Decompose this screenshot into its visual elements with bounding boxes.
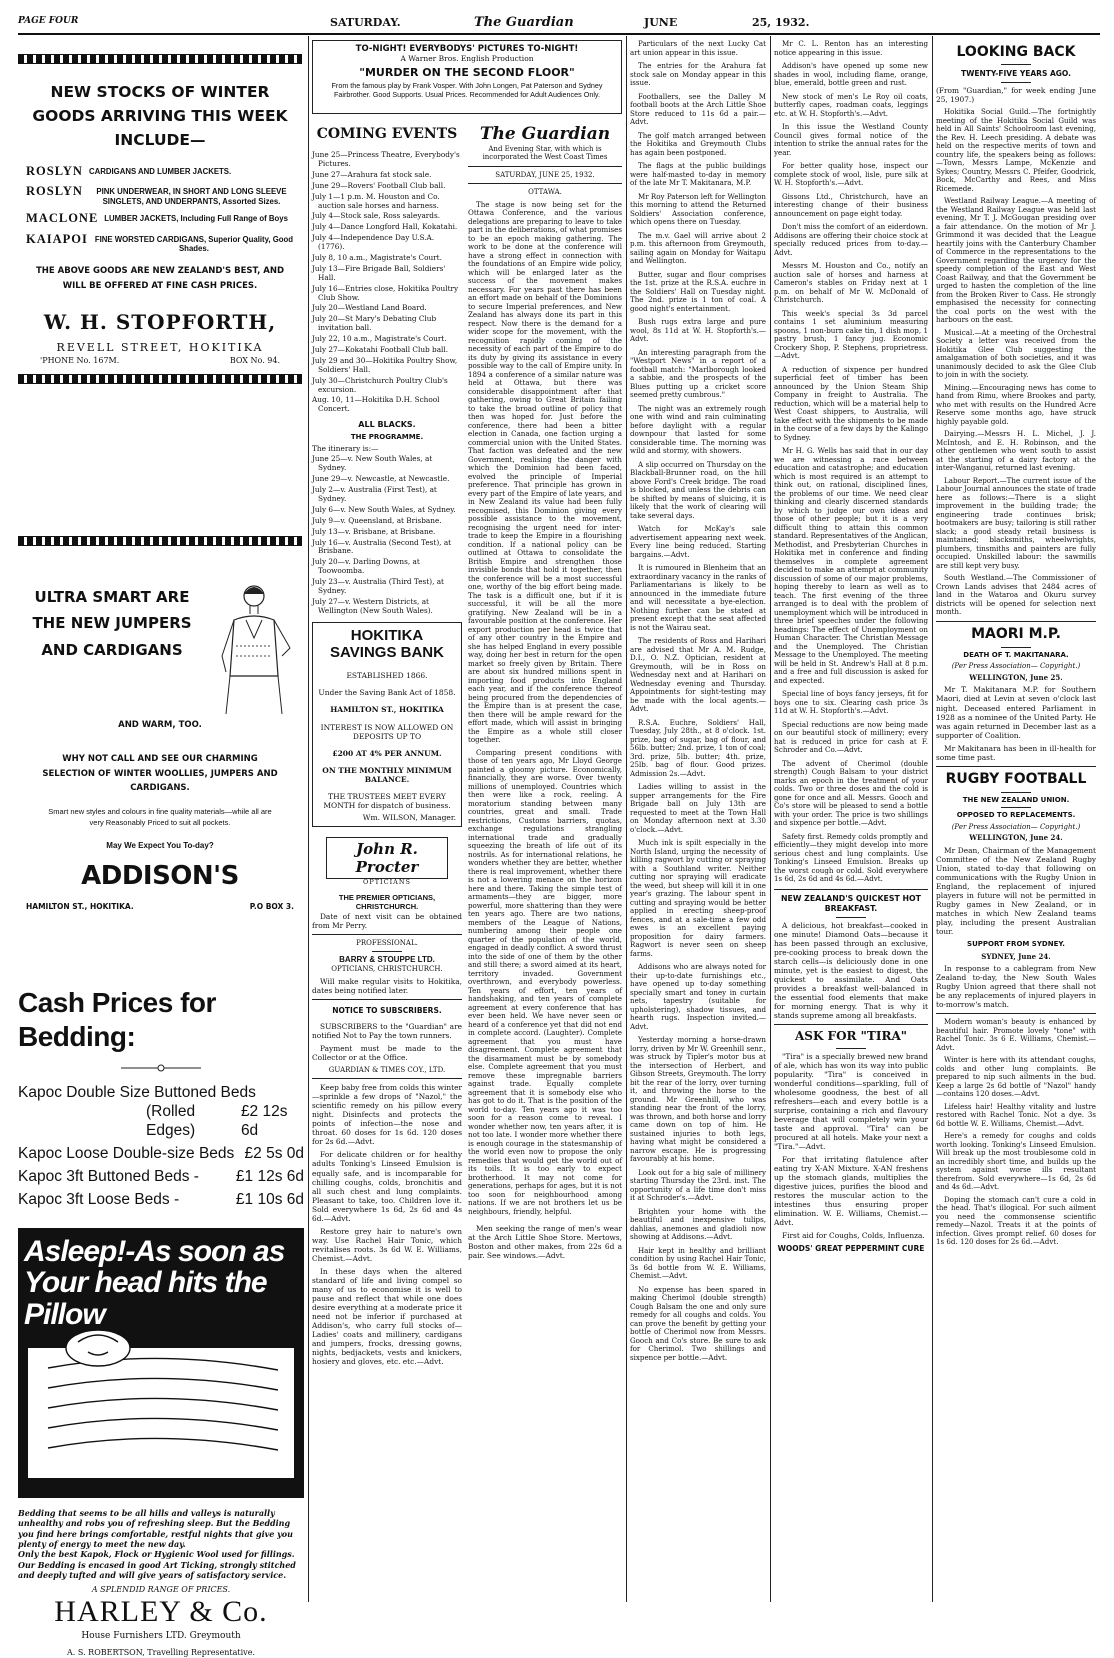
- news-paragraph: The night was an extremely rough one with wind and rain culminating before daylight with a regular downpour that lasted for some considerable time. The morning was wild and stormy, with showers.: [630, 403, 766, 455]
- news-paragraph: Mr H. G. Wells has said that in our day we are witnessing a race between education and catastrophe; and education which is most required is an attempt to think out, on rational, disciplined lines, the problems of our time. We need clear thinking and clearly discerned standards by which to judge our own ideas and those of other people; but it is a very difficult thing to attain this common standard. Representatives of the Anglican, Methodist, and Presbyterian Churches in Hokitika met in conference and finding themselves in complete agreement decided to make an attempt at community discussion of some of our major problems, hoping thereby to learn as well as to teach. The first evening of the three arranged is to deal with the problem of unemployment which will be introduced in three brief speeches under the following headings: The effect of Unemployment on Human Character. The Christian Message and the Unemployed. The Christian Message to the Unemployed. The meeting will be held in St. Andrew's Hall at 8 p.m. and a free and full discussion is asked for and expected.: [774, 446, 928, 685]
- dash: [1001, 792, 1031, 793]
- harley-body: [18, 1508, 304, 1581]
- addisons-box: P.O BOX 3.: [249, 902, 294, 912]
- editorial-section: OTTAWA.: [528, 188, 562, 197]
- history-paragraph: Mining.—Encouraging news has come to hand from Rimu, where Brookes and party, who met with results on the Hundred Acre Reserve some months ago, have struck highly payable gold.: [936, 382, 1096, 426]
- rugby-body-2: In response to a cablegram from New Zealand to-day, the New South Wales Rugby Union agreed that there shall not be any replacements of injured players in to-morrow's match.: [936, 964, 1096, 1010]
- stopforth-advert: [18, 54, 302, 454]
- bank-rate: £200 AT 4% PER ANNUM.: [332, 748, 442, 758]
- advert-paragraph: Restore grey hair to nature's own way. Use Rachel Hair Tonic, which revitalises roots. 3s 6d W. E. Williams, Chemist.—Advt.: [312, 1226, 462, 1263]
- advert-paragraph: For delicate children or for healthy adults Tonking's Linseed Emulsion is equally safe, and is incomparable for chilling coughs, colds, bronchitis and all such chest and lung complaints. Pleasant to take, too. Children love it. Sold everywhere 1s 6d, 2s 6d and 4s 6d.—Advt.: [312, 1150, 462, 1223]
- news-paragraph: An interesting paragraph from the "Westport News" in a report of a football match: "Marlborough looked a sabbie, and the prospects of the Blues putting up a cricket score seemed pretty cumbrous.": [630, 347, 766, 399]
- news-paragraph: Addison's have opened up some new shades in wool, including flame, orange, blue, emerald, bottle green and rust.: [774, 61, 928, 87]
- harley-firm: HARLEY & Co.: [54, 1595, 268, 1629]
- barry-firm: BARRY & STOUPPE LTD.: [339, 955, 435, 965]
- barry-advert: [312, 939, 462, 996]
- itinerary-list: [312, 445, 462, 616]
- breakfast-title: NEW ZEALAND'S QUICKEST HOT BREAKFAST.: [781, 893, 921, 913]
- maori-body: [936, 685, 1096, 761]
- history-paragraph: Hokitika Social Guild.—The fortnightly meeting of the Hokitika Social Guild was held in All Saints' Schoolroom last evening, the Rev. H. Leech presiding. A debate was held on the respective merits of town and country life, the speakers being as follows:—Town, Messrs Lampe, McKenzie and Sykes; Country, Messrs C. Pfeifer, Goodrick, Bock, McCarthy and Rees, and Miss Ricemede.: [936, 107, 1096, 193]
- bank-trustees: THE TRUSTEES MEET EVERY MONTH for dispatch of business.: [323, 792, 451, 811]
- event-item: June 29—Rovers' Football Club ball.: [312, 180, 446, 190]
- news-paragraph: A reduction of sixpence per hundred superficial feet of timber has been announced by the Union Steam Ship Company in freight to Australia. The reduction, which will be a material help to West Coast shippers, to Australia, will take effect with the shipments to be made in the course of a few days by the Kalingo to Sydney.: [774, 364, 928, 442]
- price-row-note: [18, 1103, 304, 1141]
- advert-paragraph: Doping the stomach can't cure a cold in the head. That's illogical. For such ailment you need the commonsense scientific remedy—Nazol. Treats it at the points of infection. Gives prompt relief. 60 doses for 1s 6d. 120 doses for 2s 6d.—Advt.: [936, 1194, 1096, 1247]
- dash: [1001, 82, 1031, 83]
- fashion-illustration: [206, 576, 302, 716]
- advert-paragraph: Modern woman's beauty is enhanced by beautiful hair. Promote lovely "tone" with Rachel Tonic. 3s 6 E. Williams, Chemist.—Advt.: [936, 1017, 1096, 1052]
- news-paragraph: The residents of Ross and Harihari are advised that Mr A. M. Rudge, D.I., O. N.Z. Optician, resident at Greymouth, will be in Ross on Wednesday next and at Harihari on Wednesday evening and Thursday. Appointments for sight-testing may be made with the local agents.—Advt.: [630, 636, 766, 713]
- history-paragraph: South Westland.—The Commissioner of Crown Lands advises that 2484 acres of land in the Wataroa and Okuru survey districts will be opened for selection next month.: [936, 573, 1096, 617]
- column-rule: [308, 36, 309, 1602]
- stopforth-item-brand: ROSLYN: [26, 164, 83, 179]
- dotted-border: [18, 536, 302, 546]
- dash: [1001, 64, 1031, 65]
- price-value: £2 12s 6d: [240, 1103, 288, 1140]
- addisons-sub: AND WARM, TOO.: [118, 720, 202, 730]
- news-paragraph: Look out for a big sale of millinery starting Thursday the 23rd. inst. The opportunity of a life time don't miss it at Schroder's.—Advt.: [630, 1167, 766, 1202]
- pillow-illustration: [18, 1228, 304, 1498]
- news-paragraph: Mr Roy Paterson left for Wellington this morning to attend the Returned Soldiers' Association conference, which opens there on Tuesday.: [630, 191, 766, 226]
- column-2-adverts: [312, 1083, 462, 1366]
- stopforth-item-brand: MACLONE: [26, 211, 99, 226]
- masthead-rule: [18, 33, 1100, 35]
- divider: [312, 999, 462, 1000]
- tira-title: ASK FOR "TIRA": [794, 1029, 908, 1044]
- price-row: [18, 1168, 304, 1187]
- maori-dateline: WELLINGTON, June 25.: [969, 672, 1063, 682]
- news-paragraph: The entries for the Arahura fat stock sale on Monday appear in this issue.: [630, 61, 766, 87]
- maori-source: (Per Press Association— Copyright.): [951, 662, 1081, 671]
- guardian-sub: And Evening Star, with which is incorporated the West Coast Times: [482, 144, 608, 162]
- price-item: Kapoc Loose Double-size Beds: [18, 1145, 235, 1163]
- column-rule: [770, 36, 771, 1602]
- news-paragraph: Watch for McKay's sale advertisement appearing next week. Every line being reduced. Starting bargains.—Advt.: [630, 524, 766, 559]
- tira-body-3: First aid for Coughs, Colds, Influenza.: [782, 1231, 925, 1241]
- column-2: [312, 120, 462, 1600]
- masthead-month: JUNE: [644, 16, 678, 29]
- news-paragraph: This week's special 3s 3d parcel contains 1 set aluminium measuring spoons, 1 non-burn cake tin, 1 dish mop, 1 pastry brush, 1 fancy jug. Economic Crockery Shop, P. Stephens, proprietress.—Advt.: [774, 308, 928, 360]
- harley-headline: Cash Prices for Bedding:: [18, 987, 216, 1053]
- news-paragraph: Footballers, see the Dalley M football boots at the Arch Little Shoe Store reduced to 11s 6d a pair.—Advt.: [630, 91, 766, 126]
- event-item: July 22, 10 a.m., Magistrate's Court.: [312, 334, 447, 344]
- price-note: (Rolled Edges): [146, 1103, 196, 1140]
- dash: [1001, 647, 1031, 648]
- page-number: PAGE FOUR: [18, 16, 79, 26]
- guardian-title: The Guardian: [479, 124, 611, 144]
- masthead: [18, 16, 1100, 30]
- itinerary-item: July 13—v. Brisbane, at Brisbane.: [312, 526, 436, 536]
- dotted-border: [18, 54, 302, 64]
- looking-back-title: LOOKING BACK: [956, 44, 1076, 60]
- masthead-day: SATURDAY.: [330, 16, 401, 29]
- event-item: July 27—Kokatahi Football Club ball.: [312, 345, 449, 354]
- news-paragraph: The advent of Cherimol (double strength) Cough Balsam to your district marks an epoch in the treatment of your colds. Two or three doses and the cold is gone for once and all. Messrs. Gooch and Co's store will be pleased to send a bottle with your order. The price is two shillings and sixpence per bottle.—Advt.: [774, 758, 928, 827]
- itinerary-item: July 6—v. New South Wales, at Sydney.: [312, 504, 456, 514]
- notice-title: NOTICE TO SUBSCRIBERS.: [332, 1006, 442, 1016]
- stopforth-item: [26, 211, 294, 226]
- history-paragraph: Labour Report.—The current issue of the Labour Journal announces the state of trade here as follows:—There is a slight improvement in the building trade; the engineering trade continues brisk; bootmakers are busy; tailoring is still rather slack; a good steady retail business is maintained; blacksmiths, wheelwrights, plumbers, tinsmiths and painters are fully occupied. Unskilled labour: the sawmills are still kept very busy.: [936, 475, 1096, 570]
- news-paragraph: Special reductions are now being made on our beautiful stock of millinery; every hat is reduced in price for cash at F. Schroder and Co.—Advt.: [774, 719, 928, 754]
- event-item: July 4—Dance Longford Hall, Kokatahi.: [312, 222, 458, 232]
- divider: [774, 889, 928, 890]
- itinerary-item: The itinerary is:—: [312, 443, 379, 453]
- price-row: [18, 1084, 304, 1103]
- maori-paragraph: Mr Makitanara has been in ill-health for some time past.: [936, 743, 1096, 762]
- procter-body: Date of next visit can be obtained from Mr Perry.: [312, 911, 462, 930]
- history-paragraph: Musical.—At a meeting of the Orchestral Society a letter was received from the Hokitika Glee Club suggesting the amalgamation of both societies, and it was unanimously decided to ask the Glee Club to join in with the society.: [936, 327, 1096, 380]
- procter-title: THE PREMIER OPTICIANS, CHRISTCHURCH.: [338, 893, 436, 912]
- itinerary-item: July 20—v. Darling Downs, at Toowoomba.: [312, 557, 420, 576]
- addisons-advert: [18, 536, 302, 966]
- stopforth-phone: 'PHONE No. 167M.: [40, 355, 120, 365]
- price-value: £1 12s 6d: [235, 1168, 304, 1186]
- pictures-body: From the famous play by Frank Vosper. With John Longen, Pat Paterson and Sydney Fairbrother. Good Supports. Usual Prices. Recommended for Adult Audiences Only.: [331, 80, 603, 99]
- news-paragraph: Yesterday morning a horse-drawn lorry, driven by Mr W. Greenhill senr., was struck by Tipler's motor bus at the intersection of Herbert, and Gibson Streets, Greymouth. The lorry bit the rear of the lorry, over turning it, and throwing the horse to the ground. Mr Greenhill, who was standing near the front of the lorry, was thrown, and both horse and lorry came down on top of him. He sustained injuries to both legs, having what might be considered a narrow escape. He is progressing favourably at his home.: [630, 1035, 766, 1163]
- news-paragraph: Safety first. Remedy colds promptly and efficiently—they might develop into more serious chest and lung complaints. Use Tonking's Linseed Emulsion. Breaks up the worst cough or cold. Sold everywhere 1s 6d, 2s 6d and 4s 6d.—Advt.: [774, 831, 928, 883]
- addisons-body: WHY NOT CALL AND SEE OUR CHARMING SELECTION OF WINTER WOOLLIES, JUMPERS AND CARDIGANS.: [42, 754, 278, 794]
- news-paragraph: Don't miss the comfort of an eiderdown. Addisons are offering their choice stock at specially reduced prices from to-day.—Advt.: [774, 222, 928, 257]
- procter-logo-sub: OPTICIANS: [363, 878, 411, 887]
- itinerary-item: July 27—v. Western Districts, at Wellington (New South Wales).: [312, 596, 433, 615]
- event-item: July 1—1 p.m. M. Houston and Co. auction sale horses and harness.: [312, 191, 440, 210]
- stopforth-item-brand: KAIAPOI: [26, 231, 88, 246]
- bank-est: ESTABLISHED 1866.: [346, 671, 428, 681]
- history-paragraph: Dairying.—Messrs H. L. Michel, J. J. McIntosh, and E. H. Robinson, and the other gentlemen who went south to assist at the starting of a dairy factory at the inter-Wanganui, returned last evening.: [936, 429, 1096, 473]
- divider: [312, 934, 462, 935]
- pictures-line2: A Warner Bros. English Production: [400, 54, 534, 64]
- news-paragraph: In this issue the Westland County Council gives formal notice of the intention to strike the annual rates for the year.: [774, 122, 928, 157]
- news-paragraph: For better quality hose, inspect our complete stock of wool, lisle, pure silk at W. H. Stopforth's.—Advt.: [774, 161, 928, 187]
- procter-advert: [312, 837, 462, 930]
- event-item: July 20—St Mary's Debating Club invitation ball.: [312, 314, 437, 333]
- event-item: June 27—Arahura fat stock sale.: [312, 169, 432, 179]
- maori-sub: DEATH OF T. MAKITANARA.: [963, 650, 1069, 659]
- news-paragraph: Much ink is spilt especially in the North Island, urging the necessity of killing ragwort by cutting or spraying with a Southland writer. Neither cutting nor spraying will eradicate the weed, but sheep will kill it in one year's grazing. The labour spent in cutting and spraying would be better applied in erecting sheep-proof fences, and at a sale-time a few odd ewes is an excellent paying proposition for dairy farmers. Ragwort is never seen on sheep farms.: [630, 838, 766, 958]
- coming-events-title: COMING EVENTS: [316, 126, 458, 142]
- event-item: July 8, 10 a.m., Magistrate's Court.: [312, 252, 442, 262]
- pictures-advert: [312, 40, 622, 114]
- tira-body-1: "Tira" is a specially brewed new brand of ale, which has won its way into public popularity. "Tira" is conceived in wonderful conditions—sparkling, full of wholesome goodness, the best of all refreshers—each and every bottle is a surprise, containing a rich and flavoury beverage that will completely win your taste and approval. "Tira" can be procured at all hotels. Make your next a "Tira."—Advt.: [774, 1051, 928, 1152]
- maori-paragraph: Mr T. Makitanara M.P. for Southern Maori, died at Levin at seven o'clock last night. Deceased entered Parliament in 1928 as a nominee of the United Party. He was again returned in December last as a supporter of Coalition.: [936, 685, 1096, 740]
- notice-advert: [312, 1006, 462, 1074]
- event-item: July 13—Fire Brigade Ball, Soldiers' Hall.: [312, 263, 446, 282]
- looking-back-body: [936, 108, 1096, 617]
- divider: [936, 621, 1096, 622]
- stopforth-firm: W. H. STOPFORTH,: [43, 310, 277, 335]
- all-blacks-title: ALL BLACKS.: [358, 420, 416, 430]
- news-paragraph: Mr C. L. Renton has an interesting notice appearing in this issue.: [774, 39, 928, 57]
- column-6-adverts: [936, 1018, 1096, 1247]
- tira-footer: WOODS' GREAT PEPPERMINT CURE: [777, 1244, 925, 1254]
- harley-rep: A. S. ROBERTSON, Travelling Representative.: [67, 1647, 255, 1657]
- price-row: [18, 1145, 304, 1164]
- advert-paragraph: In these days when the altered standard of life and living compel so many of us to economise it is well to pause and reflect that while one does desire everything at a moderate price it need not be inferior if purchased at Addison's, who carry full stocks of—Ladies' coats and millinery, cardigans and jumpers, frocks, dressing gowns, nights, bedjackets, vests and knickers, hosiery and gloves, etc. etc.—Advt.: [312, 1266, 462, 1367]
- news-paragraph: R.S.A. Euchre, Soldiers' Hall, Tuesday, July 28th., at 8 o'clock. 1st. prize, bag of sugar, bag of flour, and 56lb. butter; 2nd. prize, 1 ton of coal; 3rd. prize, 5lb. butter; 4th. prize, 25lb. bag of flour. Good prizes. Admission 2s.—Advt.: [630, 717, 766, 778]
- stopforth-item-text: PINK UNDERWEAR, IN SHORT AND LONG SLEEVE SINGLETS, AND UNDERPANTS, Assorted Sizes.: [96, 187, 287, 206]
- column-5: [774, 40, 928, 1600]
- itinerary-item: July 2—v. Australia (First Test), at Sydney.: [312, 485, 437, 503]
- masthead-date: 25, 1932.: [752, 16, 810, 29]
- column-4: [630, 40, 766, 1600]
- looking-back-sub: TWENTY-FIVE YEARS AGO.: [961, 69, 1071, 79]
- harley-firm-sub: House Furnishers LTD. Greymouth: [81, 1630, 241, 1641]
- all-blacks-sub: THE PROGRAMME.: [350, 432, 424, 441]
- news-paragraph: Special line of boys fancy jerseys, fit for boys one to six. Clearing cash price 3s 11d at W. H. Stopforth's.—Advt.: [774, 689, 928, 715]
- news-paragraph: Hair kept in healthy and brilliant condition by using Rachel Hair Tonic, 3s 6d bottle from W. E. Williams, Chemist.—Advt.: [630, 1245, 766, 1280]
- itinerary-item: July 16—v. Australia (Second Test), at Brisbane.: [312, 537, 452, 556]
- advert-paragraph: Lifeless hair! Healthy vitality and lustre restored with Rachel Tonic. Not a dye. 3s 6d bottle W. E. Williams, Chemist.—Advt.: [936, 1101, 1096, 1128]
- addisons-small: Smart new styles and colours in fine quality materials—while all are very Reasonably Priced to suit all pockets.: [48, 806, 272, 828]
- savings-bank-advert: [312, 622, 462, 827]
- addisons-headline: ULTRA SMART ARE THE NEW JUMPERS AND CARDIGANS: [32, 588, 192, 659]
- divider: [936, 1013, 1096, 1014]
- barry-body: Will make regular visits to Hokitika, dates being notified later.: [312, 977, 462, 996]
- bank-act: Under the Saving Bank Act of 1858.: [318, 688, 456, 698]
- news-paragraph: Butter, sugar and flour comprises the 1st. prize at the R.S.A. euchre in the Soldiers' Hall on Tuesday night. The 2nd. prize is 1 ton of coal. A good night's entertainment.: [630, 269, 766, 313]
- stopforth-tagline: THE ABOVE GOODS ARE NEW ZEALAND'S BEST, AND WILL BE OFFERED AT FINE CASH PRICES.: [35, 265, 285, 291]
- rugby-body: Mr Dean, Chairman of the Management Committee of the New Zealand Rugby Union, stated to-day that following on communications with the Rugby Union in England, the replacement of injured players in future will not be permitted in Rugby games in New Zealand, or in matches in which New Zealand teams play, including the present Australian tour.: [936, 845, 1096, 937]
- looking-back-source: (From "Guardian," for week ending June 25, 1907.): [936, 86, 1096, 105]
- advert-paragraph: Here's a remedy for coughs and colds worth looking. Tonking's Linseed Emulsion. Will break up the most troublesome cold in an incredibly short time, and builds up the system against worse ills resultant therefrom. Sold everywhere—1s 6d, 2s 6d and 4s 6d.—Advt.: [936, 1131, 1096, 1192]
- harley-body-2: Only the best Kapok, Flock or Hygienic Wool used for fillings.: [18, 1549, 295, 1560]
- harley-slogan: Asleep!-As soon as Your head hits the Pillow: [24, 1234, 285, 1331]
- news-paragraph: Brighten your home with the beautiful and inexpensive tulips, dahlias, anemones and gladioli now showing at Addisons.—Advt.: [630, 1206, 766, 1241]
- rugby-source: (Per Press Association— Copyright.): [951, 822, 1081, 831]
- notice-signature: GUARDIAN & TIMES COY., LTD.: [328, 1065, 446, 1074]
- barry-sub: OPTICIANS, CHRISTCHURCH.: [331, 964, 443, 973]
- stopforth-box: BOX No. 94.: [229, 355, 280, 365]
- addisons-expect: May We Expect You To-day?: [106, 840, 214, 850]
- editorial-body: [468, 201, 622, 1217]
- bank-address: HAMILTON ST., HOKITIKA: [330, 705, 444, 715]
- addisons-firm: ADDISON'S: [81, 860, 239, 891]
- price-item: Kapoc 3ft Loose Beds -: [18, 1190, 180, 1208]
- dotted-border: [18, 374, 302, 384]
- sleeping-figure-icon: [18, 1308, 304, 1498]
- divider: [312, 1078, 462, 1079]
- rugby-dateline-2: SYDNEY, June 24.: [981, 951, 1051, 961]
- news-paragraph: No expense has been spared in making Cherimol (double strength) Cough Balsam the one and only sure remedy for all coughs and colds. You can prove the benefit by getting your bottle of Cherimol now from Messrs. Gooch and Co's store. Be sure to ask for Cherimol. Two shillings and sixpence per bottle.—Advt.: [630, 1284, 766, 1362]
- dash: [372, 951, 402, 952]
- divider-ornament-icon: [121, 1064, 201, 1072]
- divider: [774, 1024, 928, 1025]
- dash: [836, 917, 866, 918]
- stopforth-item: [26, 184, 294, 206]
- woman-in-jumper-illustration: [206, 576, 302, 716]
- news-paragraph: Gissons Ltd., Christchurch, have an interesting change of their business announcement on page eight today.: [774, 191, 928, 218]
- price-item: Kapoc 3ft Buttoned Beds -: [18, 1168, 199, 1186]
- price-list: [18, 1084, 304, 1209]
- divider: [468, 166, 622, 167]
- procter-logo: John R. Procter: [326, 837, 448, 880]
- pictures-title: "MURDER ON THE SECOND FLOOR": [359, 65, 575, 79]
- rugby-sub-2: OPPOSED TO REPLACEMENTS.: [956, 811, 1076, 820]
- stopforth-item: [26, 164, 294, 179]
- itinerary-item: July 23—v. Australia (Third Test), at Sydney.: [312, 577, 444, 595]
- news-paragraph: Particulars of the next Lucky Cat art union appear in this issue.: [630, 39, 766, 57]
- news-paragraph: A slip occurred on Thursday on the Blackball-Brunner road, on the hill above Ford's Creek bridge. The road is blocked, and unless the debris can be shifted by means of sluicing, it is likely that the work of clearing will take several days.: [630, 459, 766, 520]
- masthead-paper-title: The Guardian: [474, 15, 574, 30]
- stopforth-item-brand: ROSLYN: [26, 184, 83, 199]
- divider-ornament: [18, 1064, 304, 1074]
- column-rule: [932, 36, 933, 1602]
- news-paragraph: Messrs M. Houston and Co., notify an auction sale of horses and harness at Cameron's stables on Friday next at 1 p.m. on behalf of Mr W. McDonald of Christchurch.: [774, 261, 928, 304]
- bank-title: HOKITIKA SAVINGS BANK: [330, 626, 444, 661]
- advert-paragraph: Winter is here with its attendant coughs, colds and other lung complaints. Be prepared to nip such ailments in the bud. Keep a large 2s 6d bottle of "Nazol" handy—contains 120 doses.—Advt.: [936, 1055, 1096, 1099]
- editorial-paragraph: Comparing present conditions with those of ten years ago, Mr Lloyd George painted a gloomy picture. Economically, financially, they are worse. Over twenty millions of unemployed. Countries which then were like a rock, reeling. A moratorium standing between many countries, great and small. Trade restrictions, Customs barriers, quotas, exchange regulations strangling international trade and gradually squeezing the breath of life out of its nostrils. As for international relations, he wonders whether they are better, whether there is real improvement, whether there is not a lowering menace on the horizon here and there. Taking the simple test of armaments—they are bigger, more powerful, more shattering than they were ten years ago. There are two nations, members of the League of Nations, numbering among their people one quarter of the population of the world, engaged in deadly conflict. A sword thrust into the side of one of them by the other and still there; a sword aimed at its heart, territory invaded. Government overthrown, and everybody powerless. Ten years of effort, ten years of handshaking, and ten years of complete agreement at every conference that has ever been held. We have never seen or heard of a conference yet that did not end in complete accord. (Laughter). Complete agreement that you must have disagreement. Complete agreement that the disarmament must be by somebody else. Complete agreement that you must remove these impregnable barriers against trade. Equally complete agreement that it is somebody else who has got to do it. That is the position of the world to-day. Ten years ago it was too soon for a reason come to reveal. I wonder whether now, ten years after, it is not too late. I wonder more whether there is enough courage in the statesmanship of the world even now to propose the only remedies that would get the world out of its toils. It is too early to expect brotherhood. It may not come for generations, perhaps for ages, but it is not too soon for neighbourhood among nations. If we are not brothers let us be neighbours, friendly, helpful.: [468, 747, 622, 1216]
- stopforth-headline: NEW STOCKS OF WINTER GOODS ARRIVING THIS WEEK INCLUDE—: [32, 83, 288, 150]
- news-paragraph: It is rumoured in Blenheim that an extraordinary vacancy in the ranks of Parliamentarians is likely to be announced in the immediate future and will necessitate a bye-election. Nothing further can be stated at present except that the seat affected is not the Wairau seat.: [630, 563, 766, 632]
- event-item: July 4—Independence Day U.S.A. (1776).: [312, 233, 435, 252]
- barry-label: PROFESSIONAL.: [356, 938, 418, 947]
- dash: [1001, 807, 1031, 808]
- harley-range: A SPLENDID RANGE OF PRICES.: [91, 1584, 231, 1594]
- bank-interest: INTEREST IS NOW ALLOWED ON DEPOSITS UP TO: [320, 722, 454, 741]
- news-paragraph: Addisons who are always noted for their up-to-date furnishings etc., have opened up to-day something specially smart and toney in curtain nets, tapestry (suitable for upholstering), shadow tissues, and hearth rugs. Inspection invited.—Advt.: [630, 962, 766, 1031]
- bank-monthly: ON THE MONTHLY MINIMUM BALANCE.: [322, 766, 452, 785]
- event-item: July 20—Westland Land Board.: [312, 303, 427, 313]
- stopforth-address: REVELL STREET, HOKITIKA: [56, 340, 264, 354]
- itinerary-item: July 9—v. Queensland, at Brisbane.: [312, 515, 442, 525]
- addisons-top: [18, 576, 302, 716]
- divider: [468, 183, 622, 184]
- editorial-paragraph: The stage is now being set for the Ottawa Conference, and the various delegations are preparing to leave to take part in the deliberations, of what promises to be an epoch making gathering. The work to be done at the conference will have a strong effect in connection with the foundations of an Empire wide policy, which will be enlarged later as the success of the movement makes necessary. For years past there has been an effort made on behalf of the Dominions to secure Imperial preferences, and New Zealand has always done its part in this respect. Now there is the demand for a wider scope for the movement, with the recognition rapidly coming of the necessity of each part of the Empire to do its duty by giving its assistance in every possible way to the call of Empire unity. In 1894 a conference of a similar nature was held at Ottawa, but there was considerable disappointment after that gathering, owing to Great Britain failing to take the broad outline of policy that then was hoped for. Just before the conference, there had been a bitter election in Canada, one faction urging a commercial union with the United States. That faction was defeated and the new Government, realising the danger with which the Dominion had been faced, evolved the principle of Imperial preference. That principle has grown in every part of the Empire of late years, and in New Zealand its value had been fully recognised, this Dominion giving every possible assistance to the movement, recognising the urgent need for inter-trade to keep the Empire in a flourishing condition. If a national policy can be outlined at Ottawa to consolidate the British Empire and strengthen those invisible bonds that hold it together, then the conference will be a most successful one, worthy of the big effort being made. The task is a difficult one, but if it is successful, it will be all the more gratifying. New Zealand will be in a favourable position at the conference. Her export production per head is twice that of any other country in the Empire and she has helped England in every possible way, doing her best in return for the open market so freely given by Britain. There are about six hundred millions spent in importing food products into England each year, and if the conference thereof being procured from the dependencies of the Empire than is at present the case, then there will be ample reward for the effort made, which will assist in bringing the Empire as a whole still closer together.: [468, 199, 622, 745]
- maori-title: MAORI M.P.: [971, 625, 1061, 642]
- rugby-sub: THE NEW ZEALAND UNION.: [962, 795, 1070, 804]
- advert-paragraph: Keep baby free from colds this winter—sprinkle a few drops of "Nazol," the scientific remedy on his pillow every night. Disinfects and protects the points of infection—the nose and throat. 60 doses for 1s 6d. 120 doses for 2s 6d.—Advt.: [312, 1083, 462, 1147]
- column-5-items: [774, 40, 928, 884]
- addisons-contact: [26, 902, 294, 911]
- column-6: [936, 40, 1096, 1600]
- event-item: July 4—Stock sale, Ross saleyards.: [312, 211, 441, 221]
- event-item: July 30—Christchurch Poultry Club's excursion.: [312, 375, 448, 394]
- column-3: [468, 120, 622, 1600]
- stopforth-item-list: [18, 164, 302, 254]
- news-paragraph: Bush rugs extra large and pure wool, 8s 11d at W. H. Stopforth's.—Advt.: [630, 317, 766, 343]
- pictures-line1: TO-NIGHT! EVERYBODYS' PICTURES TO-NIGHT!: [355, 44, 579, 54]
- price-value: £2 5s 0d: [244, 1145, 304, 1163]
- event-item: Aug. 10, 11—Hokitika D.H. School Concert.: [312, 395, 440, 414]
- news-paragraph: New stock of men's Le Roy oil coats, butterfly capes, roadman coats, leggings etc. at W. H. Stopforth's.—Advt.: [774, 91, 928, 118]
- notice-body-1: SUBSCRIBERS to the "Guardian" are notified Not to Pay the town runners.: [312, 1021, 462, 1040]
- divider: [936, 766, 1096, 767]
- itinerary-item: June 25—v. New South Wales, at Sydney.: [312, 454, 433, 473]
- harley-advert: [18, 986, 304, 1657]
- harley-body-3: Our Bedding is encased in good Art Ticking, strongly stitched and deeply tufted and will give years of satisfactory service.: [18, 1559, 296, 1581]
- harley-body-1: Bedding that seems to be all hills and valleys is naturally unhealthy and robs you of refreshing sleep. But the Bedding you find here brings comfortable, restful nights that give you plenty of energy to meet the new day.: [18, 1507, 293, 1550]
- bank-signature: Wm. WILSON, Manager.: [362, 812, 456, 822]
- tira-body-2: For that irritating flatulence after eating try X-AN Mixture. X-AN freshens up the stomach glands, multiplies the digestive juices, purifies the blood and restores the muscular action to the intestines thus ensuring proper elimination. W. E. Williams, Chemist.—Advt.: [774, 1155, 928, 1228]
- guardian-date: SATURDAY, JUNE 25, 1932.: [495, 170, 595, 179]
- events-list: [312, 151, 462, 414]
- news-paragraph: Ladies willing to assist in the supper arrangements for the Fire Brigade ball on July 13th are requested to meet at the Town Hall on Monday afternoon next at 3.30 o'clock.—Advt.: [630, 782, 766, 834]
- rugby-title: RUGBY FOOTBALL: [945, 770, 1087, 787]
- breakfast-body: A delicious, hot breakfast—cooked in one minute! Diamond Oats—because it has been passed through an exclusive, pre-cooking process to break down the starch cells—is deliciously done in one minute, yet is the easiest to digest, the quickest to assimilate. And Oats provides a breakfast well-balanced in the essential food elements that make for morning energy. That is why it stands supreme among all breakfasts.: [774, 920, 928, 1021]
- event-item: June 25—Princess Theatre, Everybody's Pictures.: [312, 150, 460, 168]
- price-value: £1 10s 6d: [235, 1190, 304, 1208]
- rugby-dateline: WELLINGTON, June 24.: [969, 833, 1063, 843]
- news-paragraph: The golf match arranged between the Hokitika and Greymouth Clubs has again been postponed.: [630, 130, 766, 157]
- event-item: July 29 and 30—Hokitika Poultry Show, Soldiers' Hall.: [312, 355, 458, 374]
- rugby-support-title: SUPPORT FROM SYDNEY.: [967, 940, 1065, 949]
- itinerary-item: June 29—v. Newcastle, at Newcastle.: [312, 474, 450, 484]
- news-paragraph: The flags at the public buildings were half-masted to-day in memory of the late Mr T. Makitanara, M.P.: [630, 161, 766, 187]
- editorial-footer: Men seeking the range of men's wear at the Arch Little Shoe Store. Mertows, Boston and other makes, from 22s 6d a pair. See windows.—Advt.: [468, 1224, 622, 1261]
- column-rule: [626, 36, 627, 1602]
- stopforth-item: [26, 232, 294, 254]
- stopforth-item-text: LUMBER JACKETS, Including Full Range of Boys: [104, 214, 288, 224]
- addisons-address: HAMILTON ST., HOKITIKA.: [26, 902, 134, 912]
- stopforth-contact: [40, 356, 280, 366]
- dash: [836, 1048, 866, 1049]
- history-paragraph: Westland Railway League.—A meeting of the Westland Railway League was held last evening, Mr T. J. McGougan presiding over a fair attendance. On the motion of Mr J. Grimmond it was decided that the League heartily joins with the Canterbury Chamber of Commerce in the representations to the Government regarding the urgency for the speedy completion of the East and West Coast Railway, and that the Government be urged to hasten the completion of the line from the Broken River to Cass. He strongly emphasised the necessity for connecting the coal ports on the west with the harbours on the east.: [936, 196, 1096, 325]
- stopforth-item-text: CARDIGANS AND LUMBER JACKETS.: [88, 167, 232, 177]
- event-item: July 16—Entries close, Hokitika Poultry Club Show.: [312, 283, 459, 302]
- news-paragraph: The m.v. Gael will arrive about 2 p.m. this afternoon from Greymouth, sailing again on Monday for Waitapu and Wellington.: [630, 230, 766, 265]
- notice-body-2: Payment must be made to the Collector or at the Office.: [312, 1043, 462, 1062]
- price-row: [18, 1191, 304, 1210]
- price-item: Kapoc Double Size Buttoned Beds: [18, 1084, 256, 1102]
- stopforth-item-text: FINE WORSTED CARDIGANS, Superior Quality, Good Shades.: [94, 234, 294, 254]
